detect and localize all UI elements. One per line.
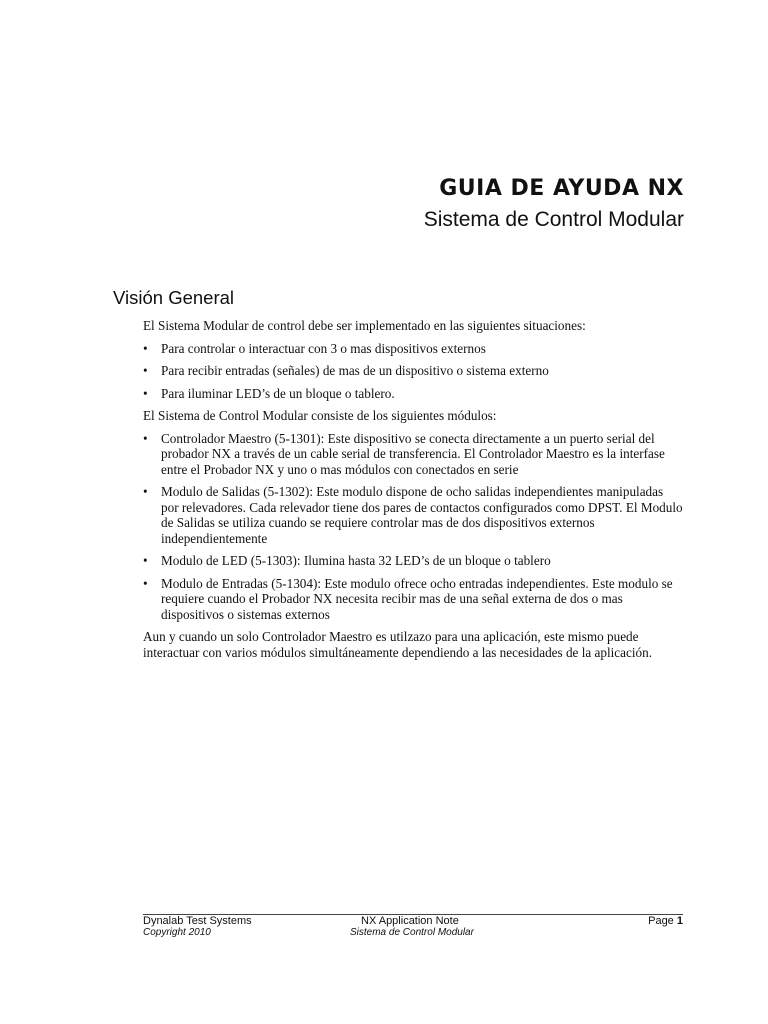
document-subtitle: Sistema de Control Modular [423, 208, 684, 231]
page-number-value: 1 [676, 915, 683, 927]
bullet-icon: • [143, 363, 148, 378]
intro-paragraph: El Sistema Modular de control debe ser implementado en las siguientes situaciones: [143, 318, 586, 333]
list-item [143, 484, 683, 546]
footer-company: Dynalab Test Systems [143, 915, 252, 927]
list-item [143, 341, 683, 357]
list-item [143, 431, 683, 478]
list-item-text: Para recibir entradas (señales) de mas de un dispositivo o sistema externo [161, 363, 549, 378]
list-item [143, 363, 683, 379]
section-heading: Visión General [113, 287, 235, 308]
footer-doc-title: Sistema de Control Modular [350, 927, 474, 938]
bullet-icon: • [143, 430, 148, 446]
list-item-text: Modulo de Salidas (5-1302): Este modulo dispone de ocho salidas independientes manipuladas por relevadores. Cada relevador tiene dos pares de contactos configurados como DPST. El Modulo de Salidas se utiliza cuando se requiere controlar mas de dos dispositivos externos independientemente [161, 484, 683, 546]
footer-copyright: Copyright 2010 [143, 927, 211, 938]
list-item-text: Modulo de LED (5-1303): Ilumina hasta 32 LED’s de un bloque o tablero [161, 553, 551, 568]
list-item-text: Controlador Maestro (5-1301): Este dispositivo se conecta directamente a un puerto serial del probador NX a través de un cable serial de transferencia. El Controlador Maestro es la interfase entre el Probador NX y uno o mas módulos con conectados en serie [161, 430, 665, 477]
footer-doc-type: NX Application Note [361, 915, 459, 927]
list-item-text: Modulo de Entradas (5-1304): Este modulo ofrece ocho entradas independientes. Este modulo se requiere cuando el Probador NX necesita recibir mas de una señal externa de dos o mas dispositivos o sistemas externos [161, 575, 673, 622]
modules-list [143, 431, 683, 623]
bullet-icon: • [143, 340, 148, 356]
document-title: GUIA DE AYUDA NX [439, 176, 684, 201]
footer-page-number [648, 915, 683, 927]
modules-intro-paragraph: El Sistema de Control Modular consiste de los siguientes módulos: [143, 408, 497, 423]
section-body [143, 318, 683, 667]
list-item [143, 553, 683, 569]
page-label: Page [648, 915, 674, 927]
list-item [143, 576, 683, 623]
list-item [143, 386, 683, 402]
page-footer [143, 914, 683, 944]
list-item-text: Para iluminar LED’s de un bloque o tablero. [161, 385, 395, 401]
closing-paragraph: Aun y cuando un solo Controlador Maestro es utilzazo para una aplicación, este mismo puede interactuar con varios módulos simultáneamente dependiendo a las necesidades de la aplicación. [143, 629, 652, 660]
bullet-icon: • [143, 484, 148, 499]
bullet-icon: • [143, 385, 148, 401]
bullet-icon: • [143, 575, 148, 591]
situations-list [143, 341, 683, 402]
bullet-icon: • [143, 553, 148, 568]
list-item-text: Para controlar o interactuar con 3 o mas dispositivos externos [161, 340, 486, 356]
